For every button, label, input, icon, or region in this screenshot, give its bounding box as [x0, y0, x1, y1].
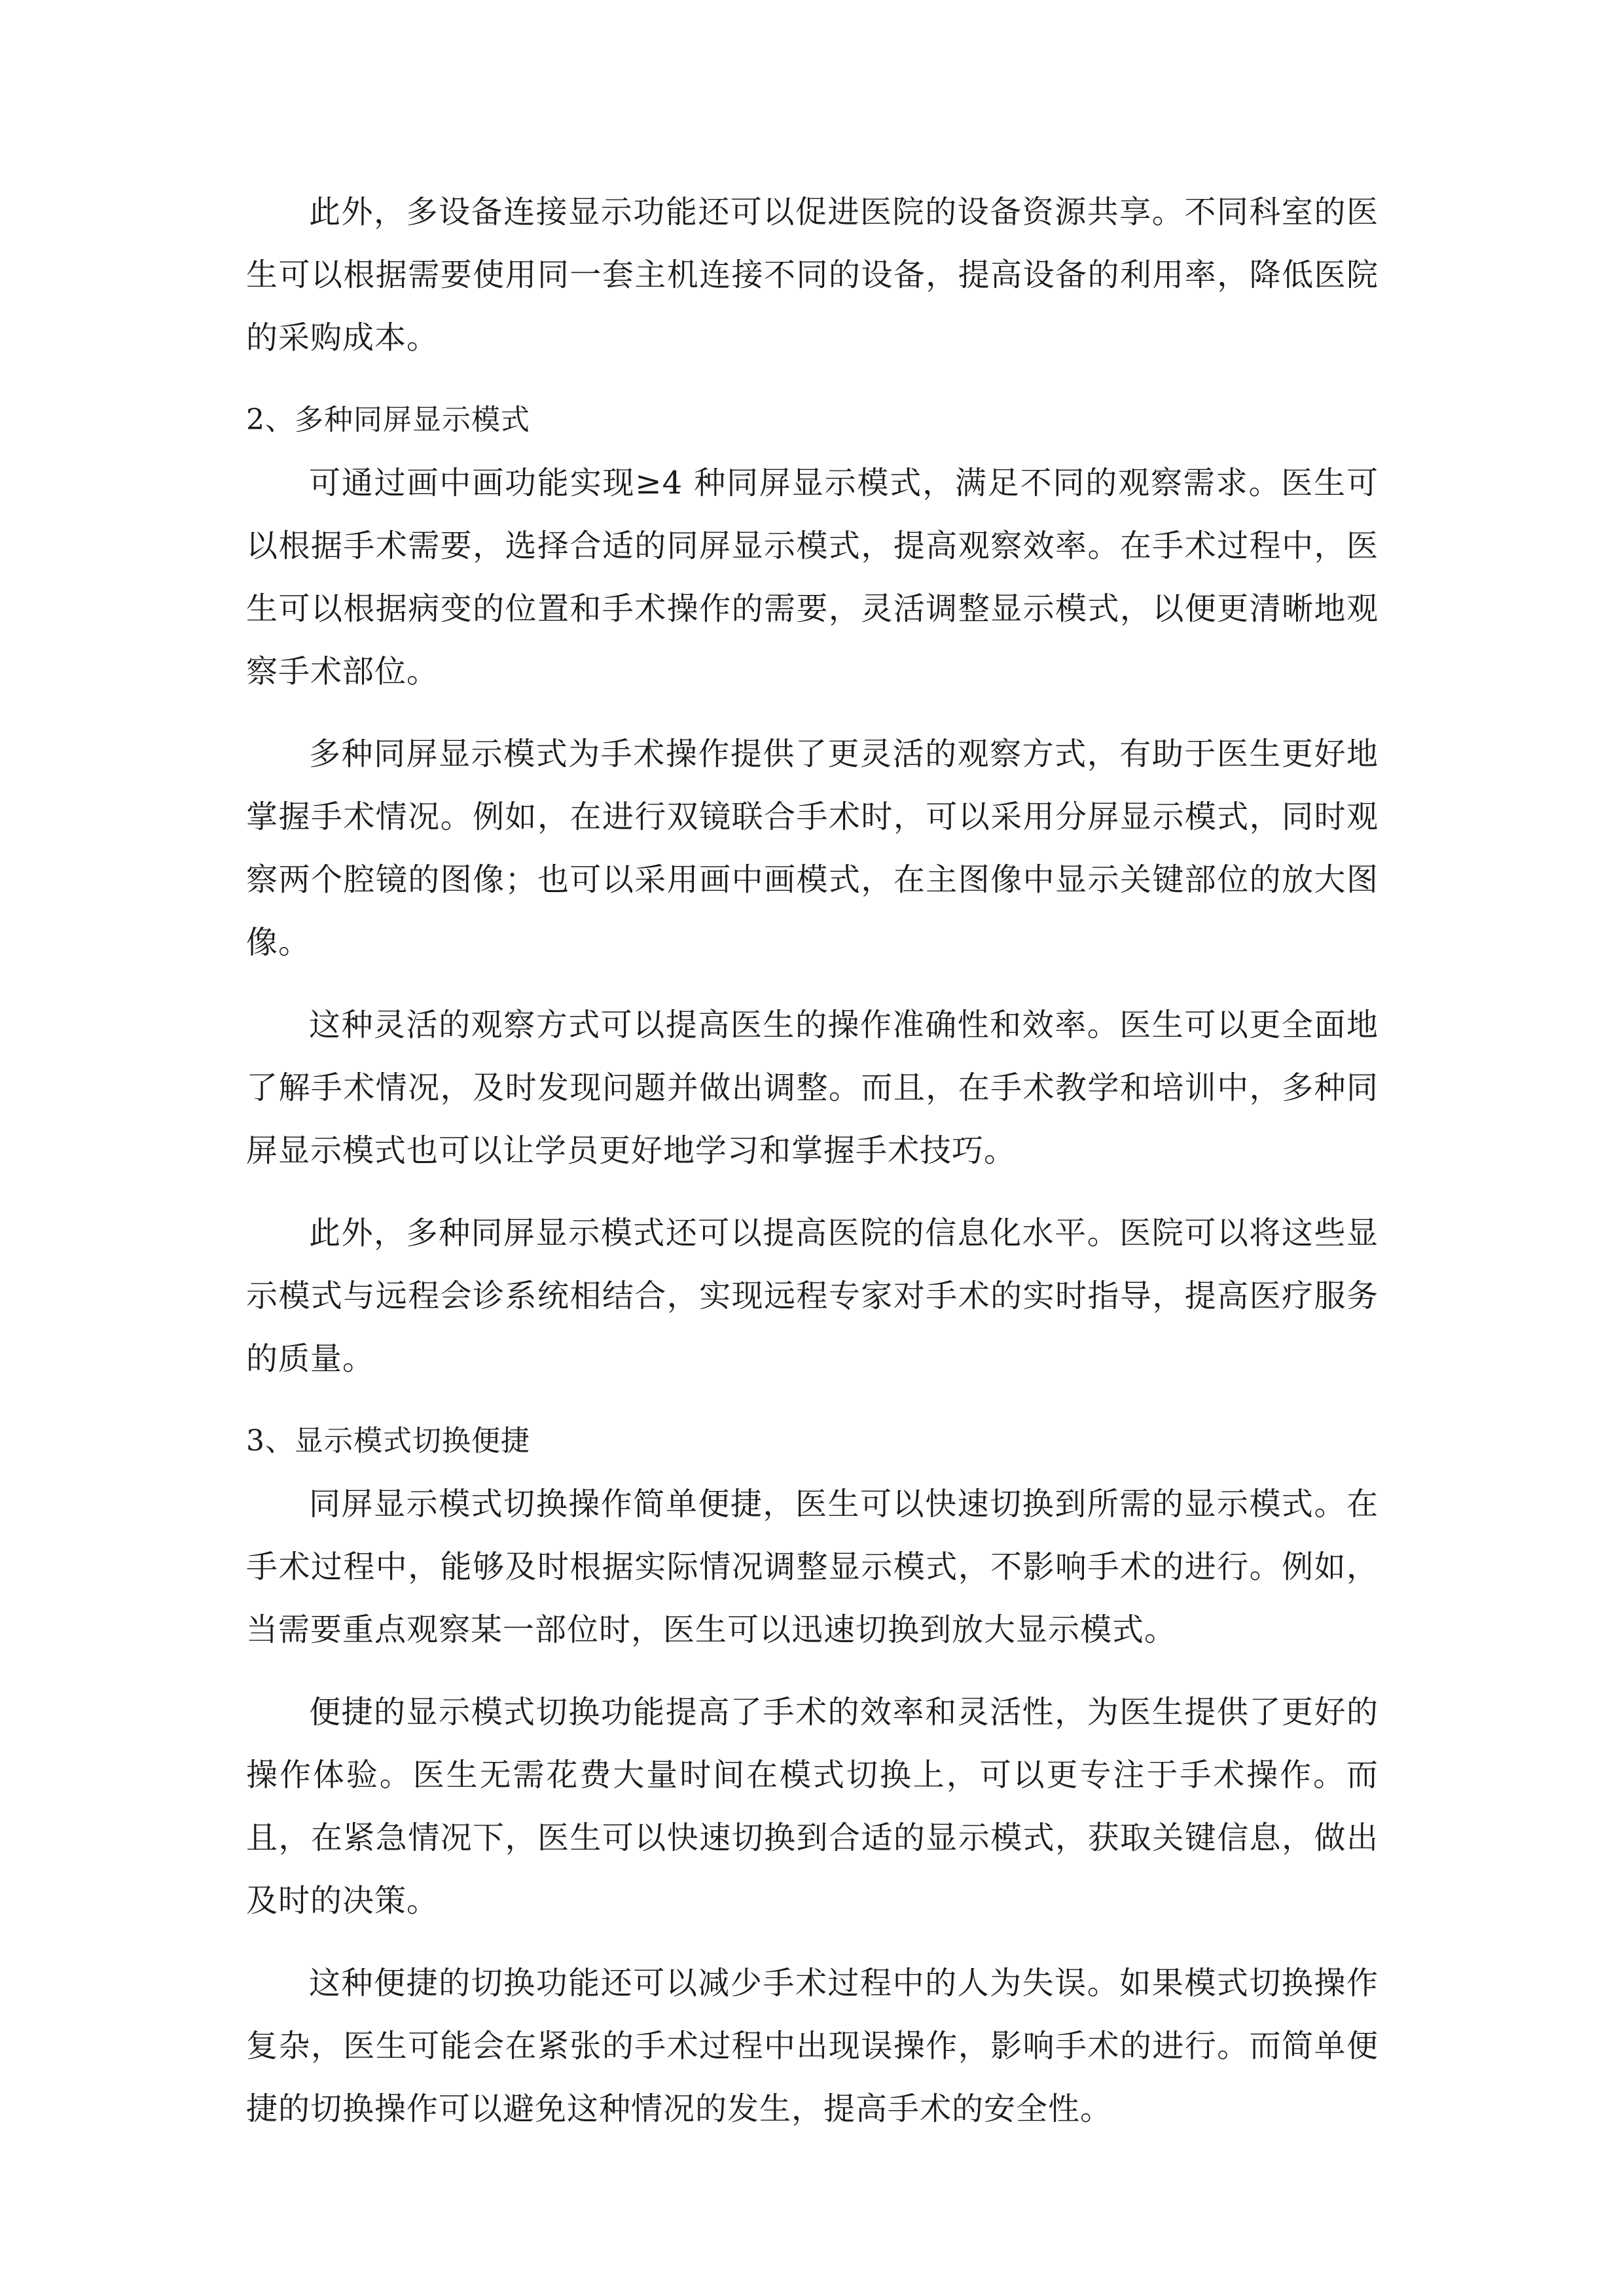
paragraph-resource-sharing: 此外，多设备连接显示功能还可以促进医院的设备资源共享。不同科室的医生可以根据需要使用同一套主机连接不同的设备，提高设备的利用率，降低医院的采购成本。: [246, 194, 1379, 356]
section-heading-split-screen-modes: 2、多种同屏显示模式: [246, 403, 530, 437]
paragraph-switching-efficiency: 便捷的显示模式切换功能提高了手术的效率和灵活性，为医生提供了更好的操作体验。医生无需花费大量时间在模式切换上，可以更专注于手术操作。而且，在紧急情况下，医生可以快速切换到合适的显示模式，获取关键信息，做出及时的决策。: [246, 1694, 1379, 1919]
paragraph-pip-modes: 可通过画中画功能实现≥4 种同屏显示模式，满足不同的观察需求。医生可以根据手术需要，选择合适的同屏显示模式，提高观察效率。在手术过程中，医生可以根据病变的位置和手术操作的需要，灵活调整显示模式，以便更清晰地观察手术部位。: [246, 465, 1379, 690]
paragraph-quick-switching: 同屏显示模式切换操作简单便捷，医生可以快速切换到所需的显示模式。在手术过程中，能够及时根据实际情况调整显示模式，不影响手术的进行。例如，当需要重点观察某一部位时，医生可以迅速切换到放大显示模式。: [246, 1486, 1379, 1648]
section-heading-mode-switching: 3、显示模式切换便捷: [246, 1424, 530, 1458]
paragraph-reduce-errors: 这种便捷的切换功能还可以减少手术过程中的人为失误。如果模式切换操作复杂，医生可能会在紧张的手术过程中出现误操作，影响手术的进行。而简单便捷的切换操作可以避免这种情况的发生，提高手术的安全性。: [246, 1965, 1379, 2127]
paragraph-accuracy-efficiency: 这种灵活的观察方式可以提高医生的操作准确性和效率。医生可以更全面地了解手术情况，及时发现问题并做出调整。而且，在手术教学和培训中，多种同屏显示模式也可以让学员更好地学习和掌握手术技巧。: [246, 1007, 1379, 1169]
document-body: [246, 181, 1379, 2160]
paragraph-informatization: 此外，多种同屏显示模式还可以提高医院的信息化水平。医院可以将这些显示模式与远程会诊系统相结合，实现远程专家对手术的实时指导，提高医疗服务的质量。: [246, 1215, 1379, 1377]
paragraph-flexible-observation: 多种同屏显示模式为手术操作提供了更灵活的观察方式，有助于医生更好地掌握手术情况。例如，在进行双镜联合手术时，可以采用分屏显示模式，同时观察两个腔镜的图像；也可以采用画中画模式，在主图像中显示关键部位的放大图像。: [246, 736, 1379, 961]
